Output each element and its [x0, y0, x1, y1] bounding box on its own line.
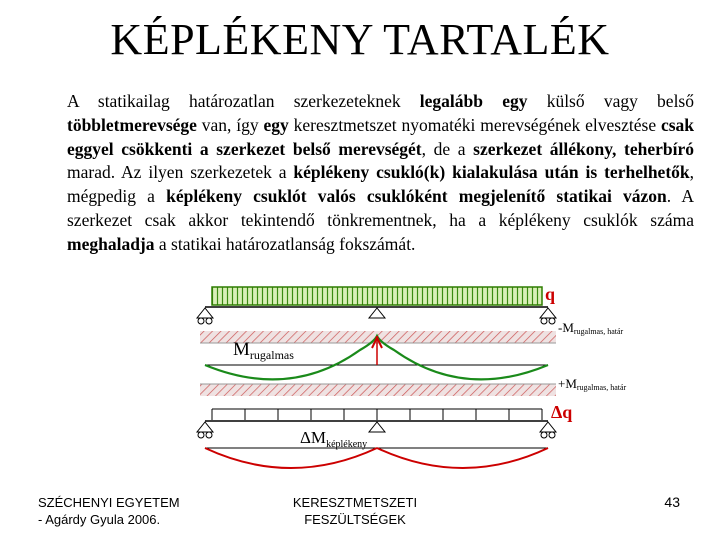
paragraph-run: külső vagy belső — [527, 91, 694, 111]
paragraph-run: a statikai határozatlanság fokszámát. — [154, 233, 416, 254]
paragraph-run: , de a — [421, 138, 474, 159]
paragraph-run: van, így — [196, 114, 264, 135]
pos-limit-label: +Mrugalmas, határ — [558, 376, 627, 392]
plastic-moment-label: $\Delta M_{képlékeny}$ — [300, 428, 368, 450]
footer-topic-line2: FESZÜLTSÉGEK — [304, 512, 406, 527]
load-q-label: q — [545, 284, 556, 304]
pos-limit-band — [200, 384, 556, 396]
paragraph-run: keresztmetszet nyomatéki merevségének elvesztése — [288, 114, 661, 135]
support-mid-1 — [369, 308, 385, 318]
paragraph-bold-run: csak eggyel csökkenti a szerkezet belső merevségét — [67, 114, 695, 159]
footer-university: SZÉCHENYI EGYETEM — [38, 495, 180, 510]
paragraph-bold-run: legalább egy — [419, 91, 528, 111]
page-number: 43 — [664, 494, 680, 510]
support-right-1 — [540, 308, 556, 324]
load-q-block — [212, 287, 542, 305]
neg-limit-label: -Mrugalmas, határ — [558, 320, 624, 336]
moment-rugalmas-label: $M_{rugalmas}$ — [233, 339, 294, 362]
support-left-2 — [197, 422, 213, 438]
delta-q-label: Δq — [551, 402, 573, 422]
support-right-2 — [540, 422, 556, 438]
footer-author-line: - Agárdy Gyula 2006. — [38, 512, 161, 527]
footer-author — [38, 494, 180, 528]
slide-title: KÉPLÉKENY TARTALÉK — [110, 15, 610, 64]
plastic-moment-curve-right — [377, 448, 548, 468]
footer-topic — [270, 494, 440, 528]
delta-q-arrows — [212, 409, 542, 420]
paragraph-bold-run: szerkezet állékony, teherbíró — [473, 138, 694, 159]
paragraph-bold-run: egy — [263, 114, 289, 135]
footer-topic-line1: KERESZTMETSZETI — [292, 495, 418, 510]
paragraph-run: . A szerkezet csak akkor tekintendő tönkrementnek, ha a képlékeny csuklók száma — [67, 186, 694, 230]
support-left-1 — [197, 308, 213, 324]
paragraph-bold-run: meghaladja — [67, 233, 155, 254]
paragraph-run: marad. Az ilyen szerkezetek a — [67, 162, 294, 183]
support-mid-2 — [369, 422, 385, 432]
paragraph-run: A statikailag határozatlan szerkezeteknek — [67, 91, 420, 111]
paragraph-bold-run: többletmerevsége — [67, 114, 197, 135]
paragraph-run: , mégpedig a — [67, 162, 695, 207]
paragraph-bold-run: képlékeny csuklót valós csuklóként megjelenítő statikai vázon — [166, 186, 667, 207]
paragraph-bold-run: képlékeny csukló(k) kialakulása után is terhelhetők — [293, 162, 690, 183]
plastic-moment-curve-left — [205, 448, 377, 468]
